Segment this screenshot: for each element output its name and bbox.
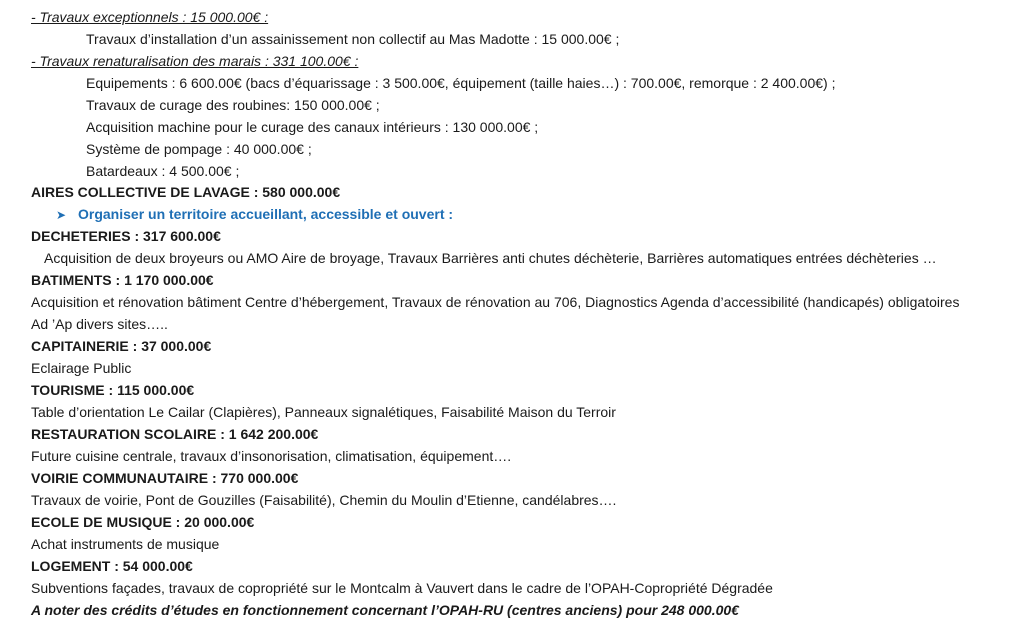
aires-lavage-heading: AIRES COLLECTIVE DE LAVAGE : 580 000.00€ (31, 184, 341, 200)
musique-description: Achat instruments de musique (31, 536, 220, 552)
logement-description: Subventions façades, travaux de copropriété sur le Montcalm à Vauvert dans le cadre de l’OPAH-Copropriété Dégradée (31, 580, 773, 596)
decheteries-description: Acquisition de deux broyeurs ou AMO Aire de broyage, Travaux Barrières anti chutes déchèterie, Barrières automatiques entrées déchèteries … (44, 250, 937, 266)
restauration-description: Future cuisine centrale, travaux d’insonorisation, climatisation, équipement…. (31, 448, 512, 464)
travaux-exceptionnels-item: Travaux d’installation d’un assainissement non collectif au Mas Madotte : 15 000.00€ ; (86, 31, 620, 47)
voirie-heading: VOIRIE COMMUNAUTAIRE : 770 000.00€ (31, 470, 299, 486)
decheteries-heading: DECHETERIES : 317 600.00€ (31, 228, 221, 244)
batiments-heading: BATIMENTS : 1 170 000.00€ (31, 272, 214, 288)
marais-item-machine: Acquisition machine pour le curage des canaux intérieurs : 130 000.00€ ; (86, 119, 539, 135)
axis-title-text: Organiser un territoire accueillant, accessible et ouvert : (78, 206, 454, 222)
restauration-heading: RESTAURATION SCOLAIRE : 1 642 200.00€ (31, 426, 319, 442)
axis-title (56, 204, 453, 224)
batiments-description-line-2: Ad ’Ap divers sites….. (31, 316, 168, 332)
capitainerie-heading: CAPITAINERIE : 37 000.00€ (31, 338, 212, 354)
tourisme-description: Table d’orientation Le Cailar (Clapières), Panneaux signalétiques, Faisabilité Maison du Terroir (31, 404, 616, 420)
arrow-right-icon: ➤ (56, 208, 67, 222)
marais-item-equipements: Equipements : 6 600.00€ (bacs d’équarissage : 3 500.00€, équipement (taille haies…) : 700.00€, remorque : 2 400.00€) ; (86, 75, 836, 91)
tourisme-heading: TOURISME : 115 000.00€ (31, 382, 195, 398)
capitainerie-description: Eclairage Public (31, 360, 132, 376)
marais-item-batardeaux: Batardeaux : 4 500.00€ ; (86, 163, 240, 179)
logement-heading: LOGEMENT : 54 000.00€ (31, 558, 193, 574)
batiments-description-line-1: Acquisition et rénovation bâtiment Centre d’hébergement, Travaux de rénovation au 706, Diagnostics Agenda d’accessibilité (handicapés) obligatoires (31, 294, 960, 310)
travaux-exceptionnels-heading: - Travaux exceptionnels : 15 000.00€ : (31, 9, 269, 25)
opah-ru-note: A noter des crédits d’études en fonctionnement concernant l’OPAH-RU (centres anciens) pour 248 000.00€ (31, 602, 739, 618)
marais-heading: - Travaux renaturalisation des marais : 331 100.00€ : (31, 53, 359, 69)
marais-item-pompage: Système de pompage : 40 000.00€ ; (86, 141, 312, 157)
voirie-description: Travaux de voirie, Pont de Gouzilles (Faisabilité), Chemin du Moulin d’Etienne, candélabres…. (31, 492, 617, 508)
musique-heading: ECOLE DE MUSIQUE : 20 000.00€ (31, 514, 255, 530)
marais-item-curage: Travaux de curage des roubines: 150 000.00€ ; (86, 97, 380, 113)
